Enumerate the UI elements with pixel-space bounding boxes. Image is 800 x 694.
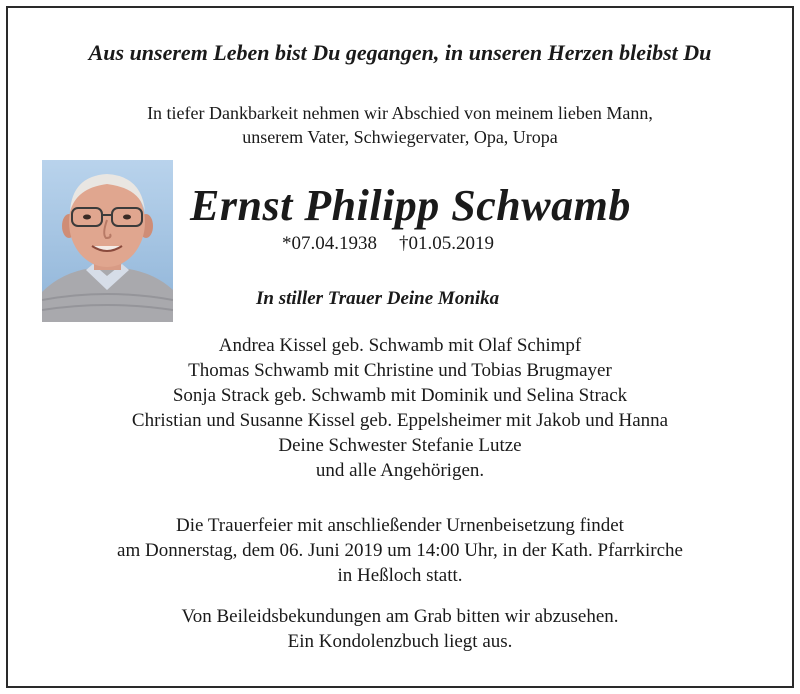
family-line: Deine Schwester Stefanie Lutze [278, 435, 522, 456]
funeral-line: am Donnerstag, dem 06. Juni 2019 um 14:00 Uhr, in der Kath. Pfarrkirche [117, 540, 683, 561]
family-line: Andrea Kissel geb. Schwamb mit Olaf Schimpf [218, 335, 582, 356]
closing-line: Von Beileidsbekundungen am Grab bitten wir abzusehen. [181, 606, 619, 627]
death-date: †01.05.2019 [399, 233, 494, 254]
family-line: und alle Angehörigen. [315, 460, 485, 481]
life-dates [282, 233, 494, 255]
funeral-line: in Heßloch statt. [337, 565, 463, 586]
closing-line: Ein Kondolenzbuch liegt aus. [287, 631, 513, 652]
deceased-name: Ernst Philipp Schwamb [190, 181, 631, 230]
family-line: Thomas Schwamb mit Christine und Tobias Brugmayer [188, 360, 612, 381]
portrait-illustration [42, 160, 173, 322]
motto: Aus unserem Leben bist Du gegangen, in unseren Herzen bleibst Du [88, 40, 712, 65]
portrait-photo [42, 160, 173, 322]
mourning-line: In stiller Trauer Deine Monika [256, 288, 500, 309]
family-line: Sonja Strack geb. Schwamb mit Dominik und Selina Strack [172, 385, 628, 406]
funeral-line: Die Trauerfeier mit anschließender Urnenbeisetzung findet [176, 515, 624, 536]
intro-line-1: In tiefer Dankbarkeit nehmen wir Abschied von meinem lieben Mann, [147, 103, 653, 123]
family-line: Christian und Susanne Kissel geb. Eppelsheimer mit Jakob und Hanna [131, 410, 669, 431]
birth-date: *07.04.1938 [282, 233, 377, 254]
intro-line-2: unserem Vater, Schwiegervater, Opa, Uropa [242, 127, 558, 147]
